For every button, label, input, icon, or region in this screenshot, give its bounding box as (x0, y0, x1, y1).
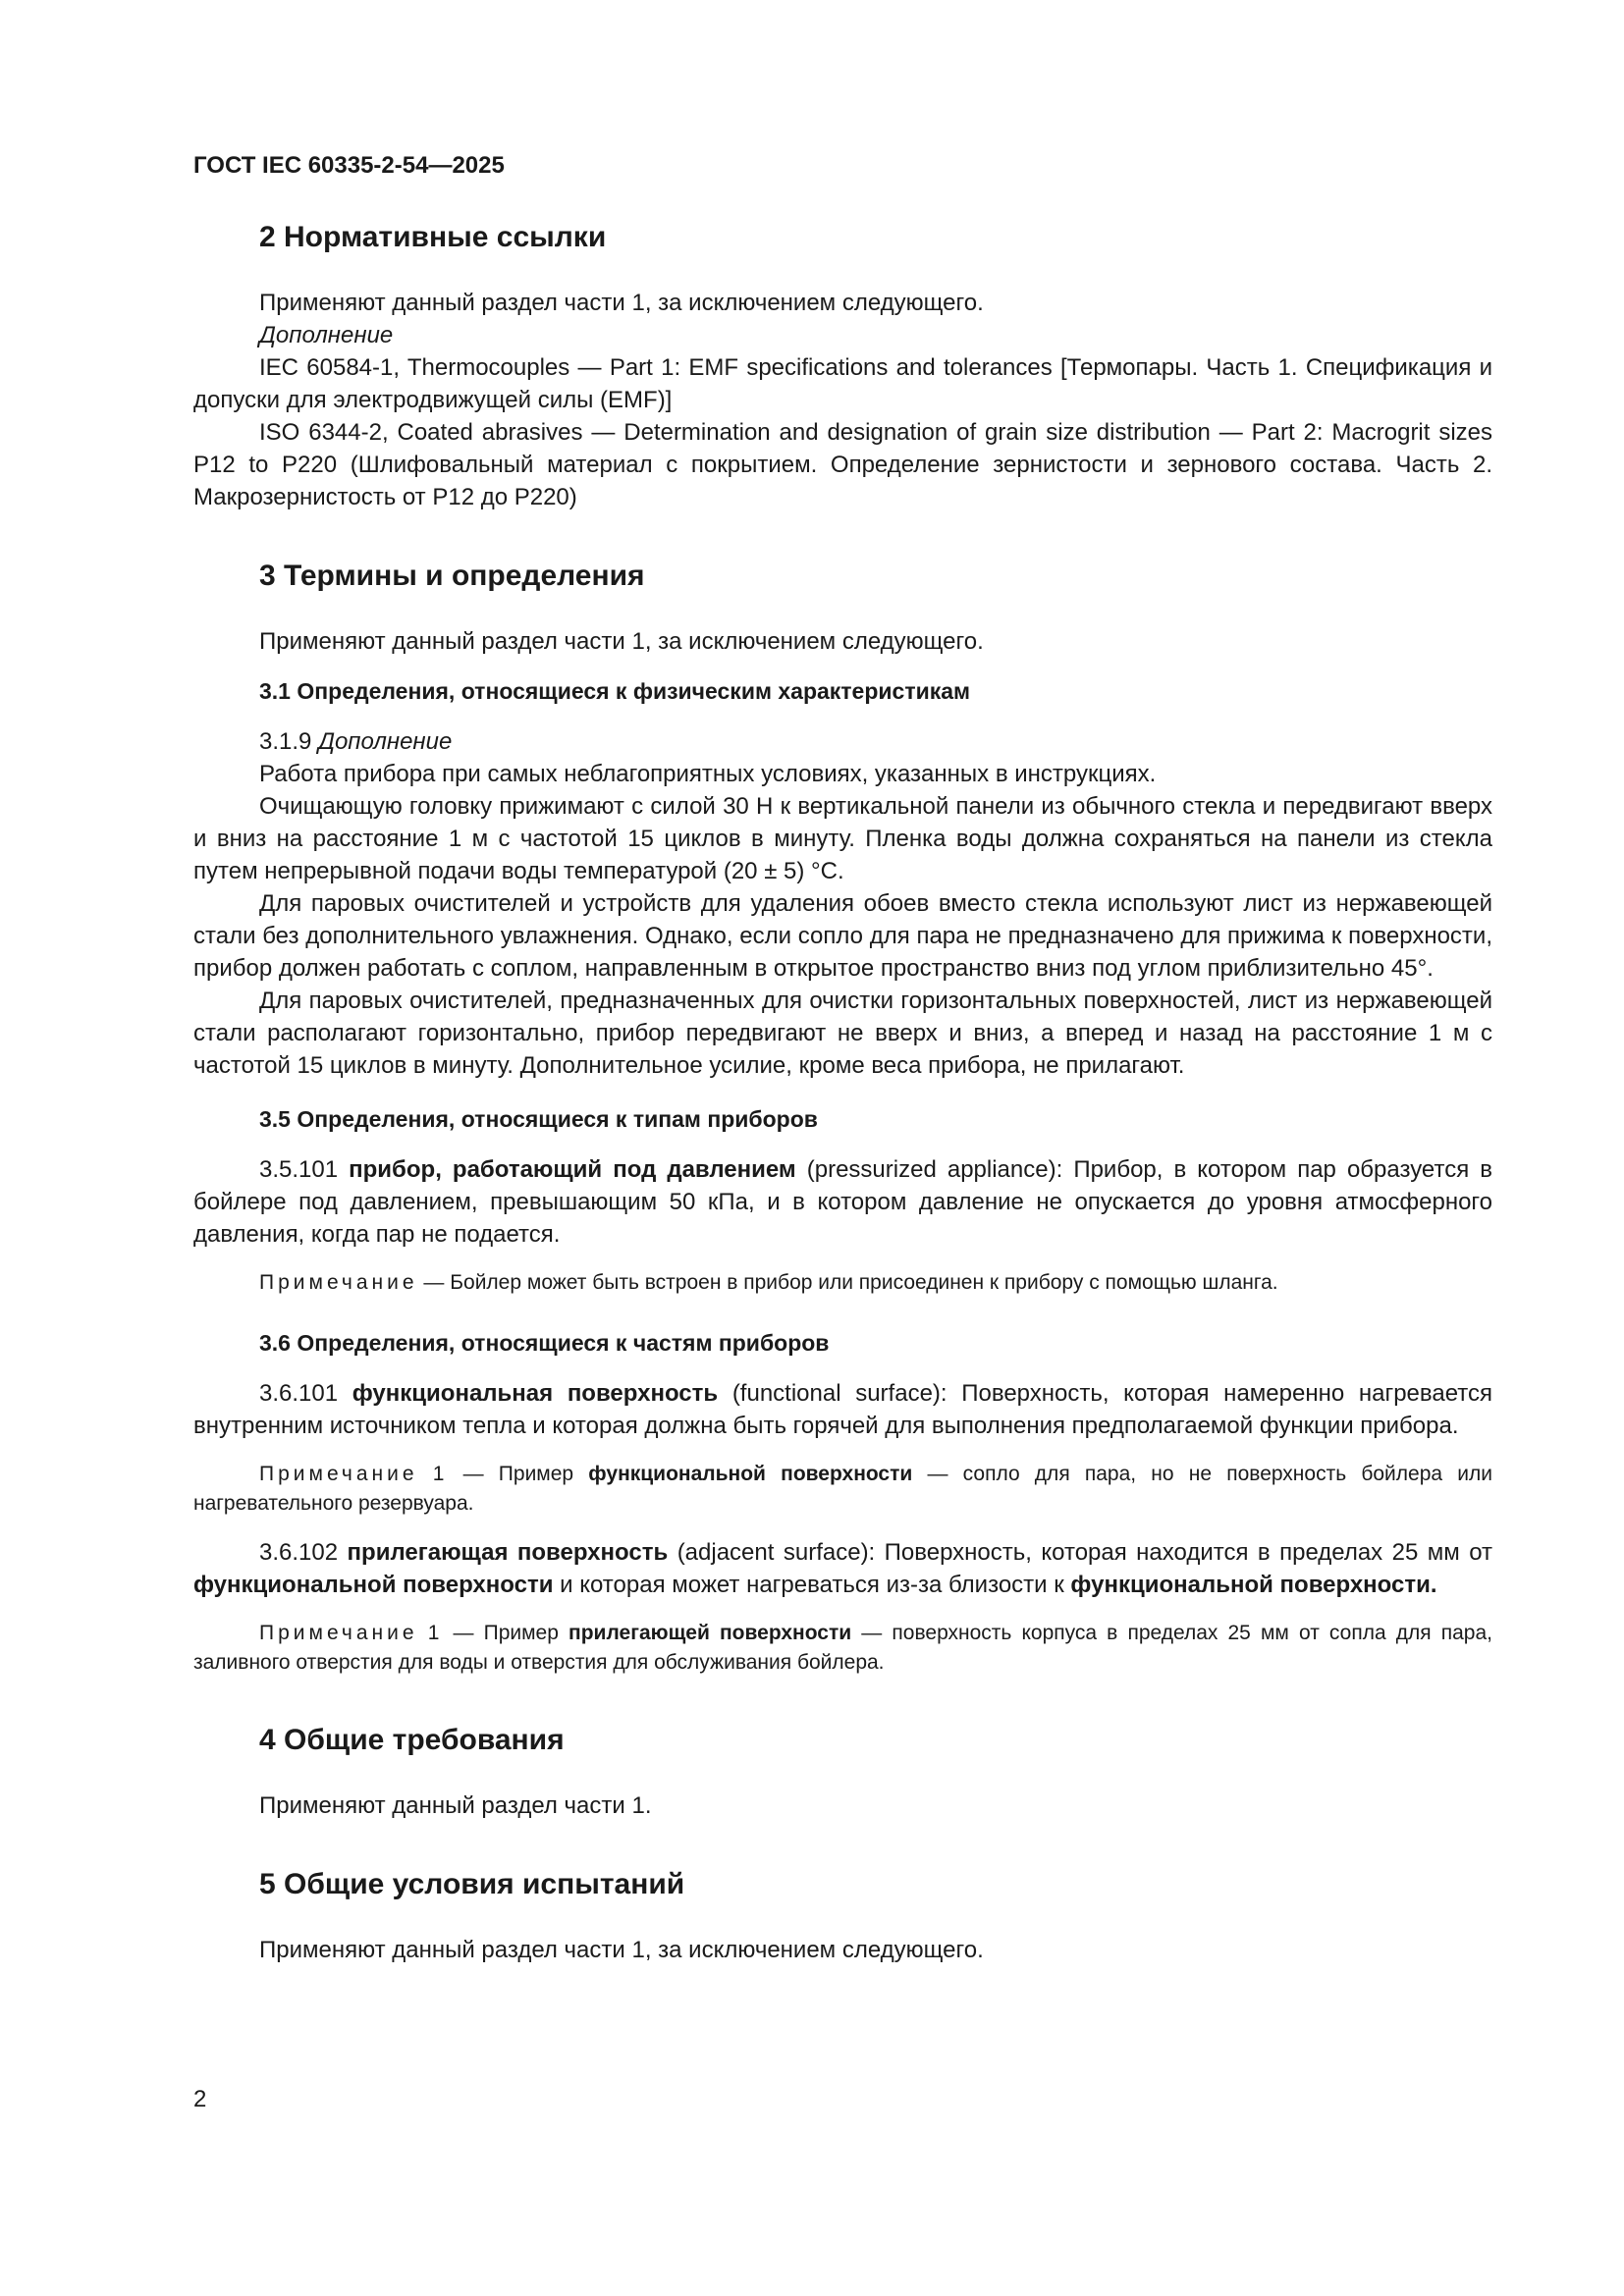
note-number: 1 (427, 1622, 444, 1644)
subsection-3-5-heading: 3.5 Определения, относящиеся к типам приборов (259, 1106, 818, 1132)
definition-3-6-101 (193, 1377, 1492, 1442)
section-2-addition (193, 319, 1492, 351)
note-term: функциональной поверхности (588, 1463, 913, 1485)
subsection-3-6-heading: 3.6 Определения, относящиеся к частям приборов (259, 1330, 830, 1356)
definition-text-b: и которая может нагреваться из-за близости к (560, 1572, 1064, 1598)
page-number: 2 (193, 2086, 207, 2112)
definition-3-5-101 (193, 1153, 1492, 1251)
clause-3-1-9-paragraph-1: Работа прибора при самых неблагоприятных условиях, указанных в инструкциях. (259, 761, 1157, 787)
note-label: Примечание (259, 1622, 418, 1644)
definition-text: (pressurized appliance): Прибор, в котором пар образуется в бойлере под давлением, превышающим 50 кПа, и в котором давление не опускается до уровня атмосферного давления, когда пар не подается. (193, 1156, 1493, 1248)
section-5-text: Применяют данный раздел части 1, за исключением следующего. (259, 1937, 984, 1963)
document-code: ГОСТ IEC 60335-2-54—2025 (193, 152, 505, 179)
clause-number: 3.1.9 (259, 728, 312, 755)
reference-iso-6344-2: ISO 6344-2, Coated abrasives — Determination and designation of grain size distribution — Part 2: Macrogrit sizes P12 to P220 (Шлифовальный материал с покрытием. Определение зернистости и зернового состава. Часть 2. Макрозернистость от P12 до P220) (193, 419, 1492, 510)
note-label: Примечание (259, 1463, 418, 1485)
section-2-heading: 2 Нормативные ссылки (259, 221, 607, 253)
subsection-3-1-heading: 3.1 Определения, относящиеся к физическим характеристикам (259, 678, 971, 704)
defined-term: функциональная поверхность (352, 1380, 719, 1407)
document-body (193, 218, 1492, 1966)
section-4-text: Применяют данный раздел части 1. (259, 1792, 652, 1819)
defined-term: прибор, работающий под давлением (349, 1156, 796, 1183)
note-label: Примечание (259, 1271, 418, 1294)
note-text: — Бойлер может быть встроен в прибор или присоединен к прибору с помощью шланга. (423, 1271, 1278, 1294)
definition-3-6-102 (193, 1536, 1492, 1601)
term-reference: функциональной поверхности. (1070, 1572, 1437, 1598)
section-2-intro: Применяют данный раздел части 1, за исключением следующего. (259, 290, 984, 316)
clause-number: 3.6.101 (259, 1380, 339, 1407)
section-3-intro: Применяют данный раздел части 1, за исключением следующего. (259, 628, 984, 655)
note-text-post: — сопло для пара, но не поверхность бойлера или нагревательного резервуара. (193, 1463, 1492, 1515)
term-reference: функциональной поверхности (193, 1572, 554, 1598)
definition-text: (functional surface): Поверхность, которая намеренно нагревается внутренним источником тепла и которая должна быть горячей для выполнения предполагаемой функции прибора. (193, 1380, 1492, 1439)
note-3-6-101 (193, 1460, 1492, 1519)
note-text-pre: — Пример (462, 1463, 574, 1485)
note-number: 1 (432, 1463, 449, 1485)
note-3-5-101 (193, 1268, 1492, 1298)
note-3-6-102 (193, 1619, 1492, 1678)
section-4-heading: 4 Общие требования (259, 1724, 565, 1756)
clause-3-1-9-paragraph-3: Для паровых очистителей и устройств для удаления обоев вместо стекла используют лист из нержавеющей стали без дополнительного увлажнения. Однако, если сопло для пара не предназначено для прижима к поверхности, прибор должен работать с соплом, направленным в открытое пространство вниз под углом приблизительно 45°. (193, 890, 1492, 982)
clause-3-1-9-paragraph-4: Для паровых очистителей, предназначенных для очистки горизонтальных поверхностей, лист из нержавеющей стали располагают горизонтально, прибор передвигают не вверх и вниз, а вперед и назад на расстояние 1 м с частотой 15 циклов в минуту. Дополнительное усилие, кроме веса прибора, не прилагают. (193, 988, 1492, 1079)
clause-number: 3.6.102 (259, 1539, 339, 1566)
addition-label: Дополнение (259, 322, 394, 348)
section-3-heading: 3 Термины и определения (259, 560, 645, 592)
clause-3-1-9-paragraph-2: Очищающую головку прижимают с силой 30 Н к вертикальной панели из обычного стекла и передвигают вверх и вниз на расстояние 1 м с частотой 15 циклов в минуту. Пленка воды должна сохраняться на панели из стекла путем непрерывной подачи воды температурой (20 ± 5) °С. (193, 793, 1492, 884)
reference-iec-60584-1: IEC 60584-1, Thermocouples — Part 1: EMF specifications and tolerances [Термопары. Часть 1. Спецификация и допуски для электродвижущей силы (EMF)] (193, 354, 1492, 413)
note-text-post: — поверхность корпуса в пределах 25 мм от сопла для пара, заливного отверстия для воды и отверстия для обслуживания бойлера. (193, 1622, 1493, 1674)
clause-number: 3.5.101 (259, 1156, 339, 1183)
clause-3-1-9 (193, 725, 1492, 758)
defined-term: прилегающая поверхность (347, 1539, 669, 1566)
note-text-pre: — Пример (453, 1622, 559, 1644)
section-5-heading: 5 Общие условия испытаний (259, 1868, 685, 1900)
note-term: прилегающей поверхности (568, 1622, 852, 1644)
addition-label: Дополнение (318, 728, 453, 755)
definition-text-a: (adjacent surface): Поверхность, которая находится в пределах 25 мм от (677, 1539, 1493, 1566)
